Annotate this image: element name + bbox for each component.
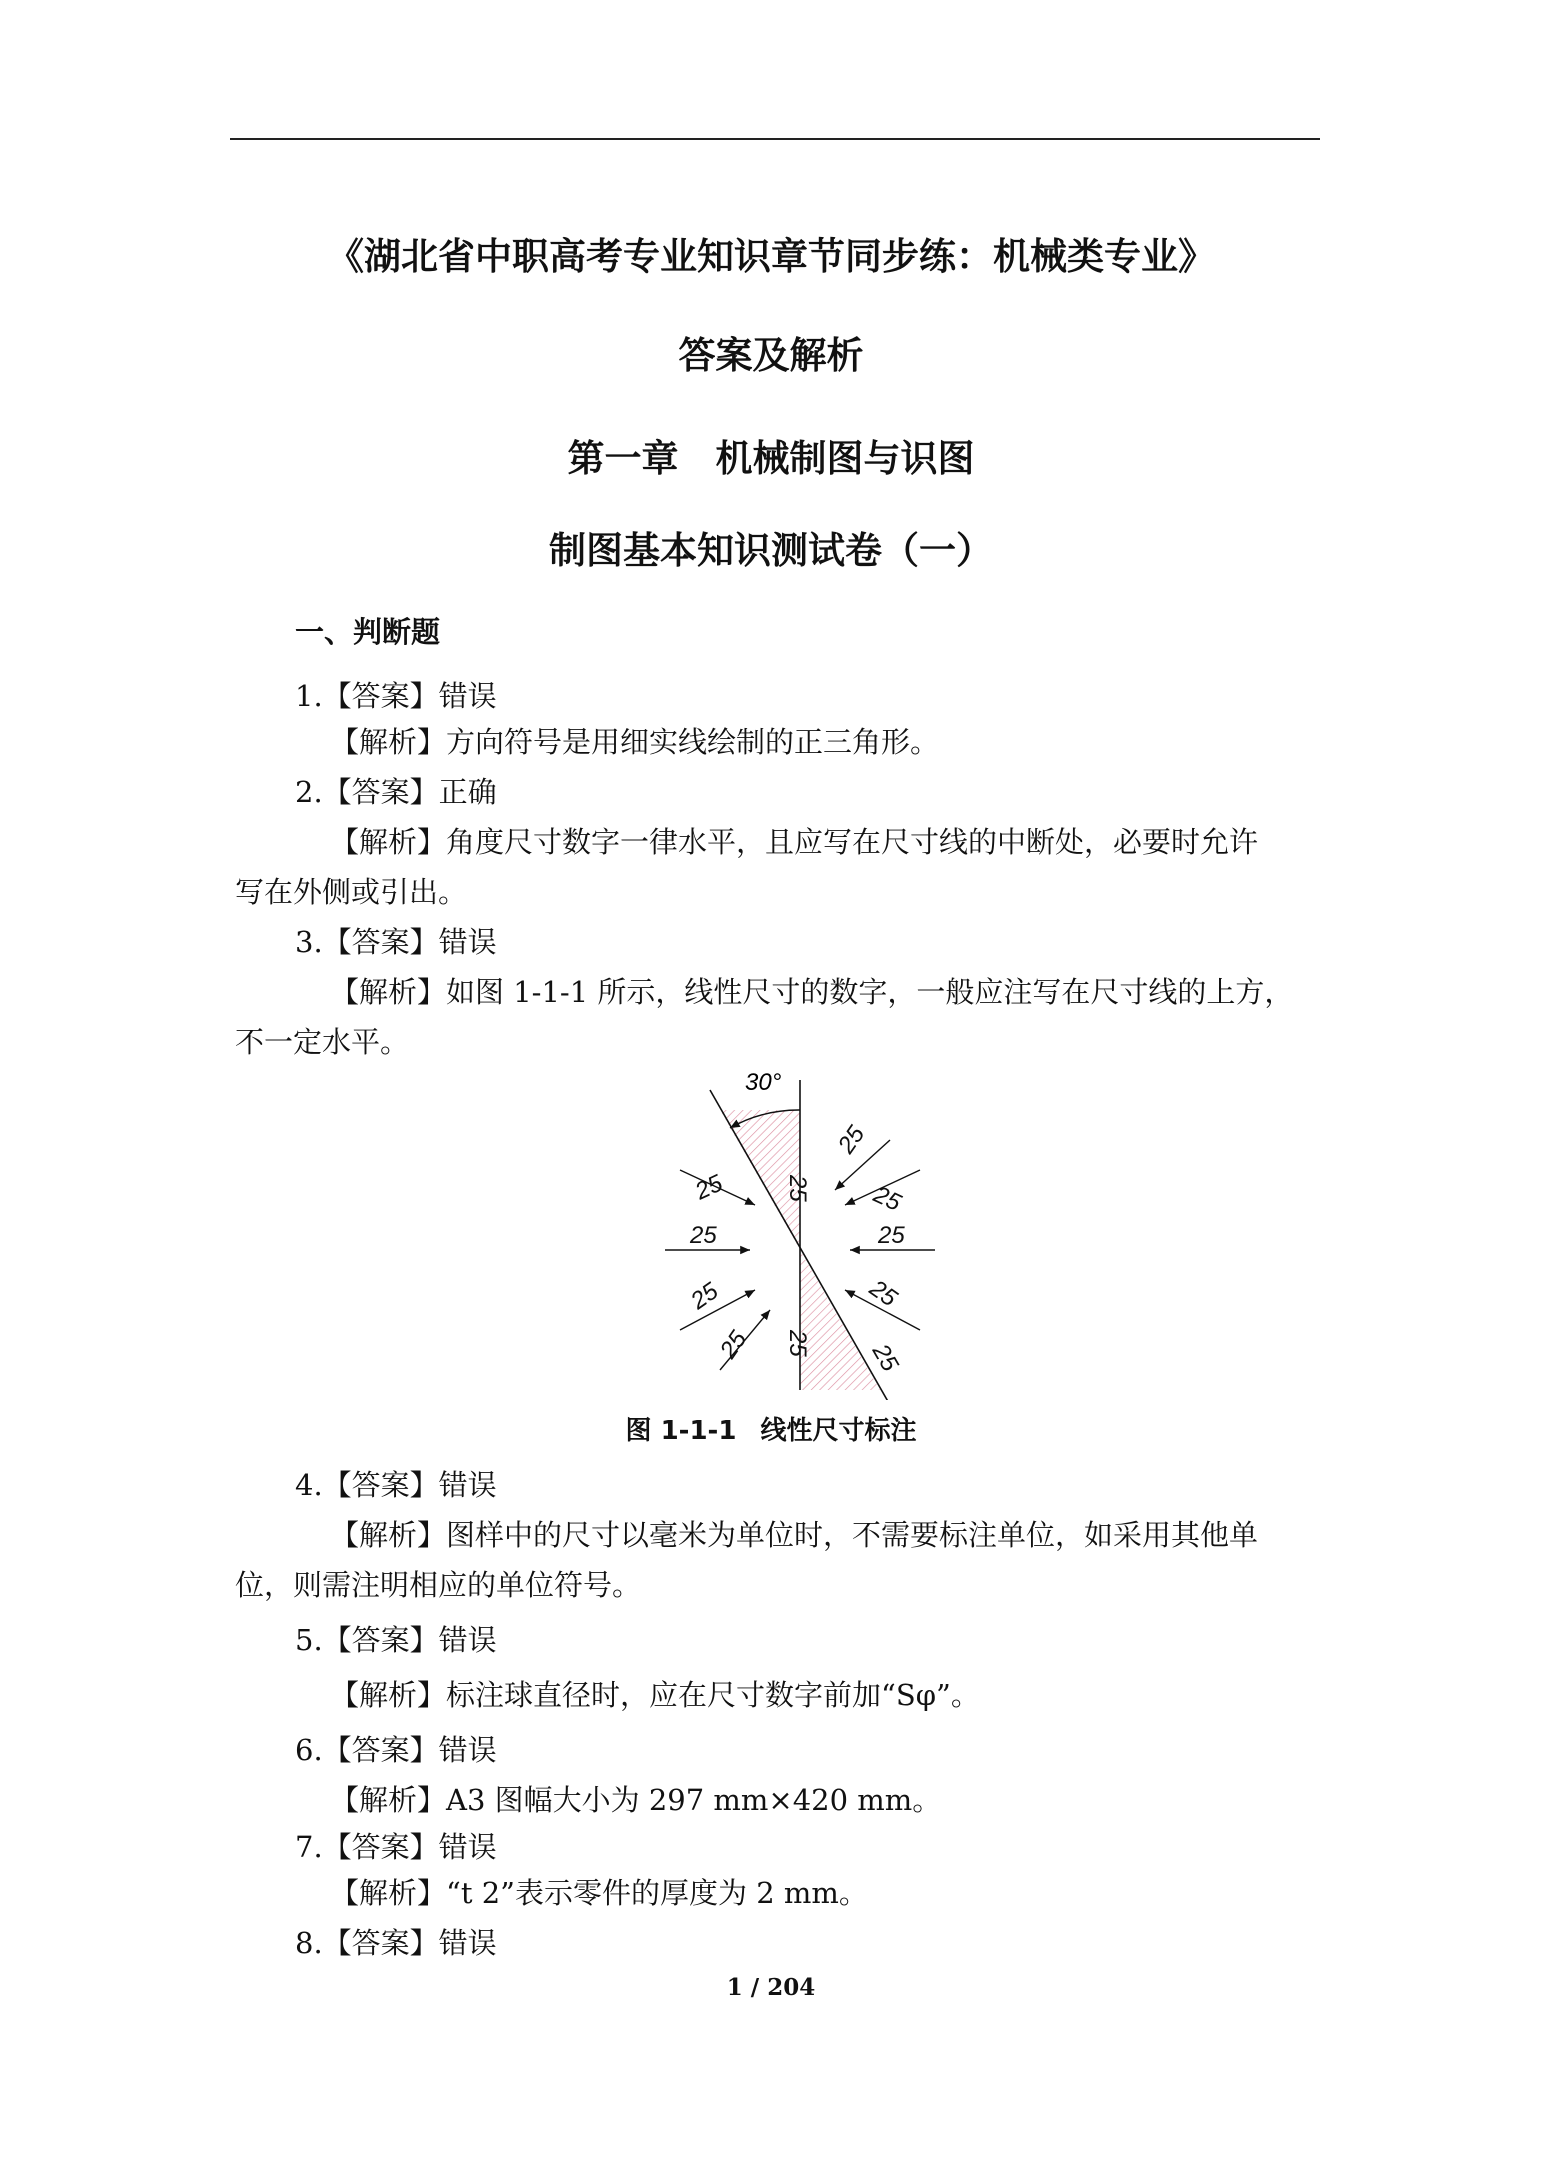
- test-title: 制图基本知识测试卷（一）: [549, 529, 993, 572]
- book-title: 《湖北省中职高考专业知识章节同步练：机械类专业》: [327, 235, 1215, 278]
- dim-label-left-bottom: 25: [714, 1326, 753, 1364]
- figure-number: 图 1-1-1: [625, 1416, 737, 1446]
- explanation-2: 【解析】角度尺寸数字一律水平，且应写在尺寸线的中断处，必要时允许: [330, 825, 1259, 859]
- chapter-title: 第一章 机械制图与识图: [567, 437, 975, 480]
- angle-label: 30°: [745, 1069, 782, 1096]
- answer-8: 8.【答案】错误: [295, 1926, 497, 1960]
- dim-label-vertical-top: 25: [784, 1175, 811, 1202]
- answer-1: 1.【答案】错误: [295, 679, 497, 713]
- explanation-1: 【解析】方向符号是用细实线绘制的正三角形。: [330, 725, 940, 759]
- header-rule: [230, 138, 1320, 140]
- dim-label-right-top: 25: [832, 1121, 871, 1159]
- answer-7: 7.【答案】错误: [295, 1830, 497, 1864]
- dim-label-vertical-bottom: 25: [784, 1330, 811, 1357]
- dim-label-left-lower: 25: [685, 1277, 724, 1315]
- explanation-3-cont: 不一定水平。: [235, 1025, 410, 1059]
- explanation-4: 【解析】图样中的尺寸以毫米为单位时，不需要标注单位，如采用其他单: [330, 1518, 1259, 1552]
- page-number: 1 / 204: [726, 1974, 816, 2001]
- dim-label-left-upper: 25: [691, 1169, 727, 1206]
- explanation-3: 【解析】如图 1-1-1 所示，线性尺寸的数字，一般应注写在尺寸线的上方，: [330, 975, 1294, 1009]
- dim-label-left: 25: [690, 1222, 717, 1249]
- explanation-6: 【解析】A3 图幅大小为 297 mm×420 mm。: [330, 1783, 942, 1817]
- explanation-7: 【解析】“t 2”表示零件的厚度为 2 mm。: [330, 1876, 868, 1910]
- dim-label-diagonal-bottom: 25: [866, 1339, 904, 1377]
- figure-caption: [0, 1410, 1542, 1447]
- answer-5: 5.【答案】错误: [295, 1623, 497, 1657]
- subtitle: 答案及解析: [678, 334, 864, 377]
- dim-label-right-upper: 25: [869, 1180, 906, 1217]
- explanation-2-cont: 写在外侧或引出。: [235, 875, 468, 909]
- figure-caption-text: 线性尺寸标注: [760, 1416, 917, 1446]
- explanation-5: 【解析】标注球直径时，应在尺寸数字前加“Sφ”。: [330, 1678, 980, 1712]
- linear-dimension-figure: [640, 1060, 960, 1400]
- answer-2: 2.【答案】正确: [295, 775, 497, 809]
- answer-6: 6.【答案】错误: [295, 1733, 497, 1767]
- dim-label-right: 25: [878, 1222, 905, 1249]
- answer-4: 4.【答案】错误: [295, 1468, 497, 1502]
- hatched-sector-bottom: [800, 1250, 880, 1390]
- answer-3: 3.【答案】错误: [295, 925, 497, 959]
- dim-label-right-lower: 25: [864, 1274, 902, 1313]
- section-title: 一、判断题: [295, 615, 441, 649]
- explanation-4-cont: 位，则需注明相应的单位符号。: [235, 1568, 642, 1602]
